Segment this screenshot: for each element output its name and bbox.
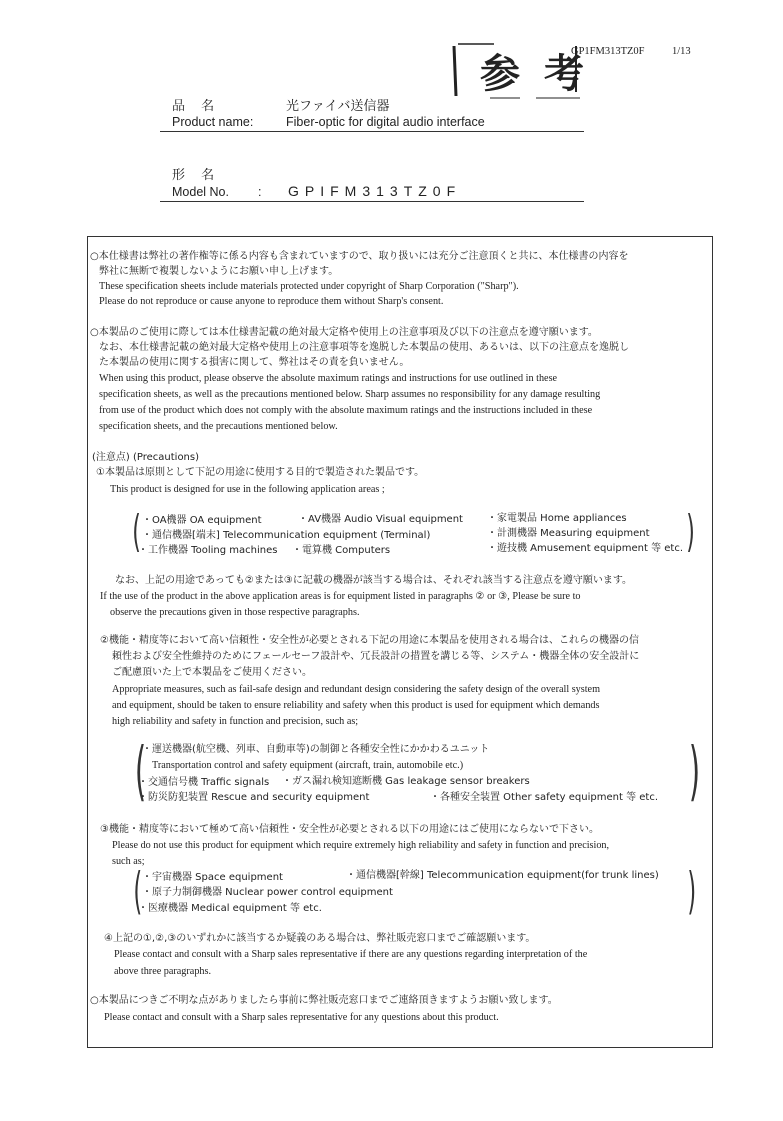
p1-item-computers: ・電算機 Computers bbox=[292, 545, 391, 556]
usage-en-3: from use of the product which does not comply with the absolute maximum ratings and the instructions included in these bbox=[99, 405, 593, 416]
product-value-jp: 光ファイバ送信器 bbox=[286, 99, 390, 114]
footer-notice-jp: ○本製品につきご不明な点がありましたら事前に弊社販売窓口までご連絡頂きますようお願い致します。 bbox=[90, 995, 558, 1006]
p3-right-brace: ) bbox=[687, 862, 697, 920]
p1-right-brace: ) bbox=[686, 506, 695, 557]
p3-item-space: ・宇宙機器 Space equipment bbox=[142, 872, 283, 883]
usage-en-1: When using this product, please observe the absolute maximum ratings and instructions for use outlined in these bbox=[99, 373, 558, 384]
p2-right-brace: ) bbox=[688, 735, 701, 809]
p2-jp-1: ②機能・精度等において高い信頼性・安全性が必要とされる下記の用途に本製品を使用される場合は、これらの機器の信 bbox=[100, 635, 639, 646]
p4-en-2: above three paragraphs. bbox=[114, 966, 212, 977]
p3-item-trunk: ・通信機器[幹線] Telecommunication equipment(for trunk lines) bbox=[346, 870, 659, 881]
p2-left-brace: ( bbox=[134, 735, 147, 809]
model-label-jp: 形 名 bbox=[172, 168, 221, 183]
usage-jp-3: た本製品の使用に関する損害に関して、弊社はその責を負いません。 bbox=[99, 357, 410, 368]
doc-code: GP1FM313TZ0F bbox=[571, 46, 645, 57]
product-underline bbox=[160, 131, 584, 132]
usage-en-4: specification sheets, and the precautions mentioned below. bbox=[99, 421, 338, 432]
p2-en-1: Appropriate measures, such as fail-safe design and redundant design considering the safety design of the overall system bbox=[112, 684, 601, 695]
p2-item-gas: ・ガス漏れ検知遮断機 Gas leakage sensor breakers bbox=[282, 776, 530, 787]
copyright-jp-1: ○本仕様書は弊社の著作権等に係る内容も含まれていますので、取り扱いには充分ご注意頂くと共に、本仕様書の内容を bbox=[90, 251, 629, 262]
p1-item-oa: ・OA機器 OA equipment bbox=[142, 515, 262, 526]
p1-item-measuring: ・計測機器 Measuring equipment bbox=[487, 528, 650, 539]
model-colon: : bbox=[258, 185, 262, 199]
stamp-text: 参考 bbox=[480, 51, 608, 97]
p1-item-telecom: ・通信機器[端末] Telecommunication equipment (Terminal) bbox=[142, 530, 431, 541]
footer-notice-en: Please contact and consult with a Sharp sales representative for any questions about this product. bbox=[104, 1012, 499, 1023]
usage-jp-2: なお、本仕様書記載の絶対最大定格や使用上の注意事項等を逸脱した本製品の使用、あるいは、以下の注意点を逸脱し bbox=[99, 342, 629, 353]
p2-jp-3: ご配慮頂いた上で本製品をご使用ください。 bbox=[112, 667, 312, 678]
p2-item-traffic: ・交通信号機 Traffic signals bbox=[138, 777, 270, 788]
p4-jp: ④上記の①,②,③のいずれかに該当するか疑義のある場合は、弊社販売窓口までご確認願います。 bbox=[104, 933, 536, 944]
p3-jp: ③機能・精度等において極めて高い信頼性・安全性が必要とされる以下の用途にはご使用にならないで下さい。 bbox=[100, 824, 599, 835]
p2-item-rescue: ・防災防犯装置 Rescue and security equipment bbox=[138, 792, 370, 803]
copyright-en-2: Please do not reproduce or cause anyone to reproduce them without Sharp's consent. bbox=[99, 296, 444, 307]
p3-en-1: Please do not use this product for equipment which require extremely high reliability and safety in function and precision, bbox=[112, 840, 610, 851]
model-value: GPIFM313TZ0F bbox=[288, 183, 462, 199]
p1-note-jp: なお、上記の用途であっても②または③に記載の機器が該当する場合は、それぞれ該当する注意点を遵守願います。 bbox=[115, 575, 633, 586]
p2-en-2: and equipment, should be taken to ensure reliability and safety when this product is used for equipment which demands bbox=[112, 700, 600, 711]
model-underline bbox=[160, 201, 584, 202]
p2-item-transport-en: Transportation control and safety equipment (aircraft, train, automobile etc.) bbox=[152, 760, 464, 771]
copyright-jp-2: 弊社に無断で複製しないようにお願い申し上げます。 bbox=[99, 266, 339, 277]
product-label-en: Product name: bbox=[172, 115, 254, 129]
p2-item-other-safety: ・各種安全装置 Other safety equipment 等 etc. bbox=[430, 792, 659, 803]
p1-item-amusement: ・遊技機 Amusement equipment 等 etc. bbox=[487, 543, 684, 554]
p1-note-en-1: If the use of the product in the above application areas is for equipment listed in paragraphs ② or ③, Please be sure to bbox=[100, 591, 581, 602]
p2-en-3: high reliability and safety in function and precision, such as; bbox=[112, 716, 359, 727]
p4-en-1: Please contact and consult with a Sharp sales representative if there are any questions regarding interpretation of the bbox=[114, 949, 588, 960]
model-label-en: Model No. bbox=[172, 185, 229, 199]
page-number: 1/13 bbox=[672, 46, 691, 57]
p1-left-brace: ( bbox=[132, 506, 141, 557]
p1-item-av: ・AV機器 Audio Visual equipment bbox=[298, 514, 463, 525]
p1-item-home: ・家電製品 Home appliances bbox=[487, 513, 627, 524]
p3-item-nuclear: ・原子力制御機器 Nuclear power control equipment bbox=[142, 887, 393, 898]
p1-jp: ①本製品は原則として下記の用途に使用する目的で製造された製品です。 bbox=[96, 467, 425, 478]
usage-jp-1: ○本製品のご使用に際しては本仕様書記載の絶対最大定格や使用上の注意事項及び以下の注意点を遵守願います。 bbox=[90, 327, 598, 338]
p1-note-en-2: observe the precautions given in those respective paragraphs. bbox=[110, 607, 360, 618]
precautions-heading: (注意点) (Precautions) bbox=[92, 452, 200, 463]
p2-item-transport-jp: ・運送機器(航空機、列車、自動車等)の制御と各種安全性にかかわるユニット bbox=[142, 744, 490, 755]
product-label-jp: 品 名 bbox=[172, 99, 221, 114]
p3-left-brace: ( bbox=[133, 862, 143, 920]
p1-en: This product is designed for use in the following application areas ; bbox=[110, 484, 385, 495]
p3-en-2: such as; bbox=[112, 856, 145, 867]
copyright-en-1: These specification sheets include materials protected under copyright of Sharp Corporation ("Sharp"). bbox=[99, 281, 519, 292]
usage-en-2: specification sheets, as well as the precautions mentioned below. Sharp assumes no responsibility for any damage resulting bbox=[99, 389, 601, 400]
p3-item-medical: ・医療機器 Medical equipment 等 etc. bbox=[138, 903, 322, 914]
p2-jp-2: 頼性および安全性維持のためにフェールセーフ設計や、冗長設計の措置を講じる等、システム・機器全体の安全設計に bbox=[112, 651, 640, 662]
product-value-en: Fiber-optic for digital audio interface bbox=[286, 115, 485, 129]
p1-item-tooling: ・工作機器 Tooling machines bbox=[138, 545, 278, 556]
